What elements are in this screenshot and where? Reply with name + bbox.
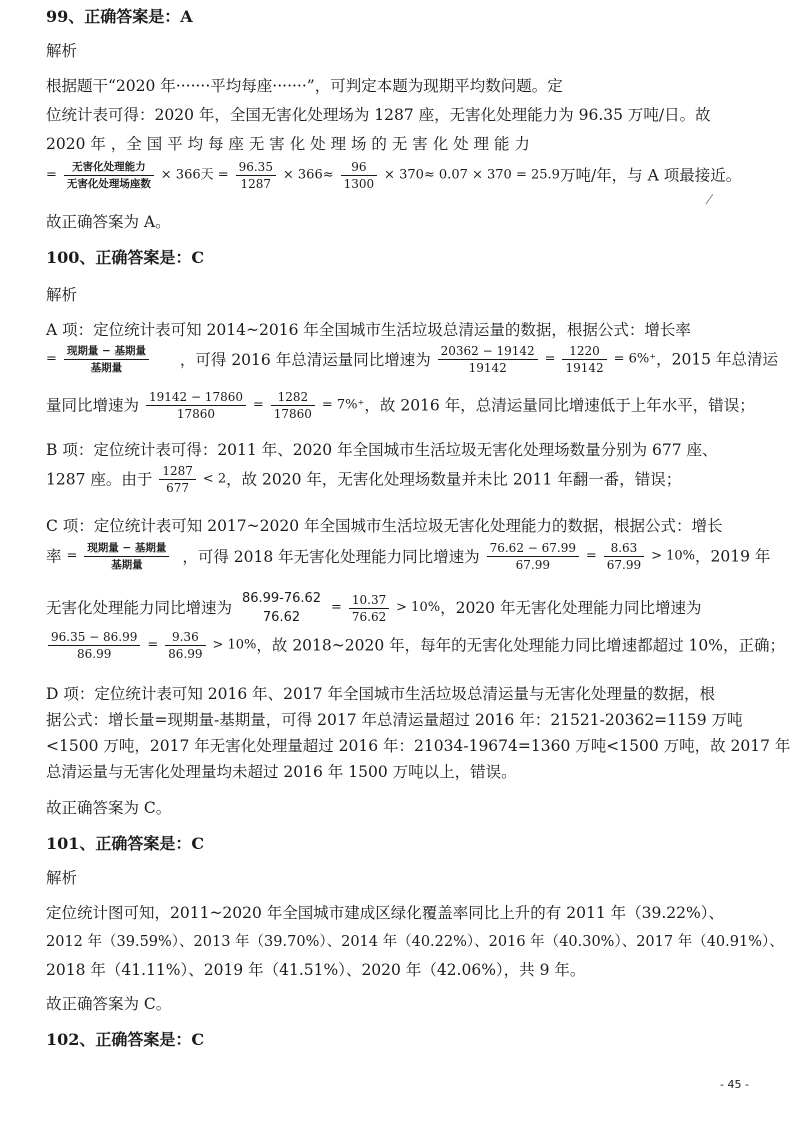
q99-conclusion: 故正确答案为 A。 [46, 213, 171, 231]
fraction-denominator: 无害化处理场座数 [66, 178, 151, 190]
fraction-denominator: 19142 [468, 361, 507, 375]
fraction-numerator: 19142 − 17860 [146, 390, 246, 406]
equals-sign: = [252, 397, 264, 413]
fraction [487, 541, 579, 572]
fraction-denominator: 76.62 [262, 610, 301, 625]
fraction-numerator: 1220 [562, 344, 606, 360]
growth-rate-formula [84, 541, 169, 572]
q101-line-2: 2012 年（39.59%）、2013 年（39.70%）、2014 年（40.22%）、2016 年（40.30%）、2017 年（40.91%）、 [46, 934, 784, 950]
q99-fraction-values [236, 160, 276, 191]
formula-text: × 366天 = [160, 167, 229, 183]
equals-sign: = [544, 351, 556, 367]
result-text: > 10% [396, 600, 441, 615]
q99-line-1: 根据题干“2020 年·······平均每座·······”，可判定本题为现期平均数问题。定 [46, 77, 563, 95]
line-text: 率 [46, 547, 62, 566]
line-text: ，故 2016 年，总清运量同比增速低于上年水平，错误； [364, 396, 755, 415]
q100-d-line-1: D 项：定位统计表可知 2016 年、2017 年全国城市生活垃圾总清运量与无害化处理量的数据，根 [46, 685, 716, 703]
fraction-numerator: 现期量 − 基期量 [84, 541, 169, 557]
q100-conclusion: 故正确答案为 C。 [46, 799, 172, 817]
fraction [159, 464, 196, 495]
line-text: ，可得 2016 年总清运量同比增速为 [179, 350, 431, 369]
q100-analysis-label: 解析 [46, 286, 78, 304]
fraction [438, 344, 538, 375]
q100-c-line-1: C 项：定位统计表可知 2017~2020 年全国城市生活垃圾无害化处理能力的数据，根据公式：增长 [46, 517, 723, 535]
fraction [604, 541, 644, 572]
fraction [146, 390, 246, 421]
q101-analysis-label: 解析 [46, 869, 78, 887]
q99-fraction-approx [341, 160, 378, 191]
growth-rate-formula [64, 344, 149, 375]
q100-b-line-1: B 项：定位统计表可得：2011 年、2020 年全国城市生活垃圾无害化处理场数量分别为 677 座、 [46, 441, 718, 459]
result-text: > 10% [212, 637, 257, 653]
line-text: 无害化处理能力同比增速为 [46, 599, 233, 617]
fraction-denominator: 17860 [273, 407, 312, 421]
fraction-denominator: 67.99 [606, 558, 642, 572]
fraction [271, 390, 315, 421]
fraction-denominator: 86.99 [168, 647, 203, 661]
fraction-numerator: 现期量 − 基期量 [64, 344, 149, 360]
formula-text: × 370≈ 0.07 × 370 = 25.9 [384, 167, 560, 183]
fraction [165, 630, 205, 661]
q100-a-line-2 [46, 344, 778, 375]
fraction-numerator: 8.63 [604, 541, 644, 557]
line-text: ，故 2020 年，无害化处理场数量并未比 2011 年翻一番，错误； [226, 470, 682, 489]
q100-c-line-4 [46, 630, 785, 661]
fraction-numerator: 76.62 − 67.99 [487, 541, 579, 557]
fraction-denominator: 基期量 [90, 362, 123, 374]
line-text: ，可得 2018 年无害化处理能力同比增速为 [182, 547, 480, 566]
line-text: ，2019 年 [694, 547, 771, 566]
q99-formula-line [46, 160, 741, 191]
fraction-denominator: 677 [166, 481, 190, 495]
fraction-numerator: 无害化处理能力 [64, 160, 154, 176]
fraction [349, 593, 389, 624]
equals-sign: = [66, 548, 78, 564]
fraction-numerator: 96 [341, 160, 378, 176]
fraction [562, 344, 606, 375]
q100-d-line-3: <1500 万吨，2017 年无害化处理量超过 2016 年：21034-19674=1360 万吨<1500 万吨，故 2017 年 [46, 737, 791, 755]
fraction-denominator: 76.62 [351, 609, 387, 624]
fraction-denominator: 17860 [176, 407, 216, 421]
fraction [48, 630, 140, 661]
result-text: < 2 [202, 471, 227, 487]
result-text: = 6%⁺ [613, 351, 657, 367]
fraction-numerator: 1282 [271, 390, 315, 406]
fraction-denominator: 67.99 [515, 558, 550, 572]
equals-sign: = [585, 548, 597, 564]
q100-c-line-2 [46, 541, 770, 572]
equals-sign: = [147, 637, 159, 653]
q100-d-line-4: 总清运量与无害化处理量均未超过 2016 年 1500 万吨以上，错误。 [46, 763, 517, 781]
q101-line-1: 定位统计图可知，2011~2020 年全国城市建成区绿化覆盖率同比上升的有 2011 年（39.22%）、 [46, 904, 724, 922]
page-number: - 45 - [720, 1078, 749, 1091]
q99-line-3: 2020 年 ，全 国 平 均 每 座 无 害 化 处 理 场 的 无 害 化 处 理 能 力 [46, 135, 530, 153]
q100-c-line-3 [46, 590, 701, 626]
q102-heading: 102、正确答案是：C [46, 1030, 205, 1049]
fraction [239, 590, 324, 626]
pen-mark [706, 194, 722, 210]
q99-analysis-label: 解析 [46, 42, 78, 60]
q101-line-3: 2018 年（41.11%）、2019 年（41.51%）、2020 年（42.06%），共 9 年。 [46, 961, 586, 979]
q100-a-line-1: A 项：定位统计表可知 2014~2016 年全国城市生活垃圾总清运量的数据，根据公式：增长率 [46, 321, 691, 339]
fraction-numerator: 96.35 [236, 160, 276, 176]
q101-heading: 101、正确答案是：C [46, 834, 205, 853]
line-text: 1287 座。由于 [46, 470, 153, 489]
fraction-numerator: 96.35 − 86.99 [48, 630, 140, 646]
fraction-denominator: 1287 [240, 177, 272, 191]
equals-sign: = [331, 600, 342, 615]
fraction-numerator: 1287 [159, 464, 196, 480]
q101-conclusion: 故正确答案为 C。 [46, 995, 172, 1013]
q99-heading: 99、正确答案是：A [46, 7, 193, 26]
fraction-numerator: 86.99-76.62 [241, 591, 322, 606]
fraction-denominator: 1300 [343, 177, 375, 191]
q99-line-2: 位统计表可得：2020 年，全国无害化处理场为 1287 座，无害化处理能力为 96.35 万吨/日。故 [46, 106, 711, 124]
formula-result-text: 万吨/年，与 A 项最接近。 [559, 166, 742, 185]
equals-sign: = [46, 167, 57, 183]
line-text: ，2020 年无害化处理能力同比增速为 [440, 599, 702, 617]
formula-text: × 366≈ [282, 167, 334, 183]
q100-heading: 100、正确答案是：C [46, 248, 205, 267]
line-text: ，故 2018~2020 年，每年的无害化处理能力同比增速都超过 10%，正确； [256, 636, 786, 655]
line-text: 量同比增速为 [46, 396, 140, 415]
q99-fraction-capacity-per-site [64, 160, 154, 191]
q100-a-line-3 [46, 390, 755, 421]
fraction-denominator: 基期量 [111, 559, 143, 571]
fraction-numerator: 9.36 [165, 630, 205, 646]
result-text: > 10% [651, 548, 695, 564]
fraction-denominator: 86.99 [77, 647, 112, 661]
q100-b-line-2 [46, 464, 681, 495]
fraction-numerator: 10.37 [349, 593, 389, 609]
fraction-denominator: 19142 [565, 361, 604, 375]
equals-sign: = [46, 351, 57, 367]
line-text: ，2015 年总清运 [656, 350, 778, 369]
result-text: = 7%⁺ [321, 397, 365, 413]
fraction-numerator: 20362 − 19142 [438, 344, 538, 360]
q100-d-line-2: 据公式：增长量=现期量-基期量，可得 2017 年总清运量超过 2016 年：21521-20362=1159 万吨 [46, 711, 743, 729]
